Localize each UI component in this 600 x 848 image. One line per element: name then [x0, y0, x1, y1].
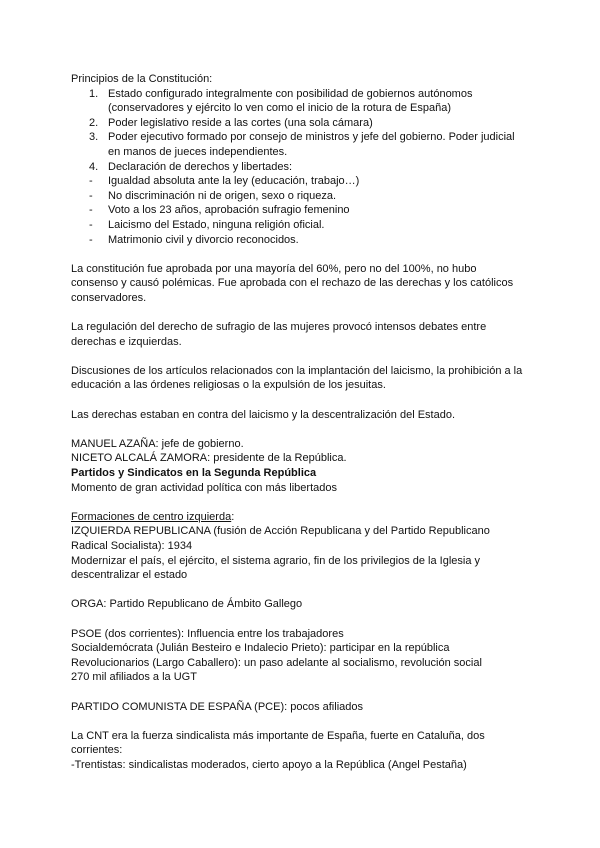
spacer	[71, 714, 541, 729]
paragraph-line: educación a las órdenes religiosas o la expulsión de los jesuitas.	[71, 379, 386, 392]
dash-item	[71, 189, 541, 204]
spacer	[71, 495, 541, 510]
section-subtitle: Momento de gran actividad política con más libertados	[71, 481, 337, 494]
party-pce: PARTIDO COMUNISTA DE ESPAÑA (PCE): pocos afiliados	[71, 700, 363, 713]
paragraph-line: derechas e izquierdas.	[71, 335, 182, 348]
constitution-numbered-list	[71, 87, 541, 175]
paragraph-line: Socialdemócrata (Julián Besteiro e Indalecio Prieto): participar en la república	[71, 642, 450, 655]
dash-item	[71, 174, 541, 189]
paragraph-line: La constitución fue aprobada por una mayoría del 60%, pero no del 100%, no hubo	[71, 262, 477, 275]
dash-item-text: Voto a los 23 años, aprobación sufragio femenino	[108, 204, 350, 217]
dash-marker: -	[89, 204, 93, 217]
list-item-text: Poder ejecutivo formado por consejo de ministros y jefe del gobierno. Poder judicial	[108, 131, 515, 144]
union-cnt	[71, 729, 541, 773]
list-item-text: Estado configurado integralmente con posibilidad de gobiernos autónomos	[108, 87, 473, 100]
paragraph-line: Modernizar el país, el ejército, el sistema agrario, fin de los privilegios de la Iglesia y	[71, 554, 481, 567]
dash-item-text: No discriminación ni de origen, sexo o riqueza.	[108, 189, 337, 202]
paragraph-line: descentralizar el estado	[71, 569, 188, 582]
dash-item	[71, 218, 541, 233]
paragraph-line: corrientes:	[71, 744, 123, 757]
party-orga: ORGA: Partido Republicano de Ámbito Gallego	[71, 598, 303, 611]
list-number: 1.	[89, 87, 99, 100]
paragraph-laicism	[71, 364, 541, 393]
spacer	[71, 583, 541, 598]
rights-dash-list	[71, 174, 541, 247]
dash-item-text: Laicismo del Estado, ninguna religión oficial.	[108, 218, 325, 231]
paragraph-line: PSOE (dos corrientes): Influencia entre los trabajadores	[71, 627, 344, 640]
spacer	[71, 247, 541, 262]
dash-item-text: Igualdad absoluta ante la ley (educación, trabajo…)	[108, 175, 360, 188]
heading-colon: :	[231, 510, 235, 523]
leader-azana: MANUEL AZAÑA: jefe de gobierno.	[71, 437, 244, 450]
paragraph-line: 270 mil afiliados a la UGT	[71, 671, 197, 684]
paragraph-line: Radical Socialista): 1934	[71, 540, 193, 552]
dash-item	[71, 233, 541, 248]
list-number: 3.	[89, 131, 99, 144]
dash-item-text: Matrimonio civil y divorcio reconocidos.	[108, 233, 299, 246]
party-izquierda-republicana	[71, 524, 541, 582]
spacer	[71, 349, 541, 364]
paragraph-rights: Las derechas estaban en contra del laicismo y la descentralización del Estado.	[71, 408, 456, 421]
list-item	[71, 130, 541, 159]
list-number: 4.	[89, 160, 99, 173]
spacer	[71, 422, 541, 437]
spacer	[71, 612, 541, 627]
paragraph-line: conservadores.	[71, 291, 147, 304]
constitution-heading: Principios de la Constitución:	[71, 73, 213, 85]
paragraph-line: Revolucionarios (Largo Caballero): un paso adelante al socialismo, revolución social	[71, 656, 482, 669]
list-item-text: Poder legislativo reside a las cortes (una sola cámara)	[108, 116, 373, 129]
paragraph-line: La CNT era la fuerza sindicalista más importante de España, fuerte en Cataluña, dos	[71, 729, 485, 742]
paragraph-suffrage	[71, 320, 541, 349]
list-item-text: (conservadores y ejército lo ven como el inicio de la rotura de España)	[108, 102, 452, 115]
list-item	[71, 160, 541, 175]
paragraph-line: IZQUIERDA REPUBLICANA (fusión de Acción Republicana y del Partido Republicano	[71, 525, 490, 538]
list-item	[71, 116, 541, 131]
paragraph-line: Discusiones de los artículos relacionados con la implantación del laicismo, la prohibición a la	[71, 364, 523, 377]
spacer	[71, 393, 541, 408]
dash-marker: -	[89, 189, 93, 202]
document-page	[71, 72, 541, 773]
paragraph-line: consenso y causó polémicas. Fue aprobada con el rechazo de las derechas y los católicos	[71, 277, 514, 290]
paragraph-line: -Trentistas: sindicalistas moderados, cierto apoyo a la República (Angel Pestaña)	[71, 758, 467, 771]
list-item-text: Declaración de derechos y libertades:	[108, 160, 293, 173]
party-psoe	[71, 627, 541, 685]
section-title: Partidos y Sindicatos en la Segunda República	[71, 467, 317, 480]
list-item-text: en manos de jueces independientes.	[108, 145, 288, 158]
dash-marker: -	[89, 233, 93, 246]
list-number: 2.	[89, 116, 99, 129]
dash-item	[71, 203, 541, 218]
center-left-heading-line	[71, 510, 541, 525]
dash-marker: -	[89, 175, 93, 188]
spacer	[71, 306, 541, 321]
center-left-heading: Formaciones de centro izquierda	[71, 510, 232, 523]
spacer	[71, 685, 541, 700]
dash-marker: -	[89, 218, 93, 231]
paragraph-line: La regulación del derecho de sufragio de las mujeres provocó intensos debates entre	[71, 321, 487, 334]
leader-zamora: NICETO ALCALÁ ZAMORA: presidente de la República.	[71, 452, 347, 465]
list-item	[71, 87, 541, 116]
paragraph-approval	[71, 262, 541, 306]
